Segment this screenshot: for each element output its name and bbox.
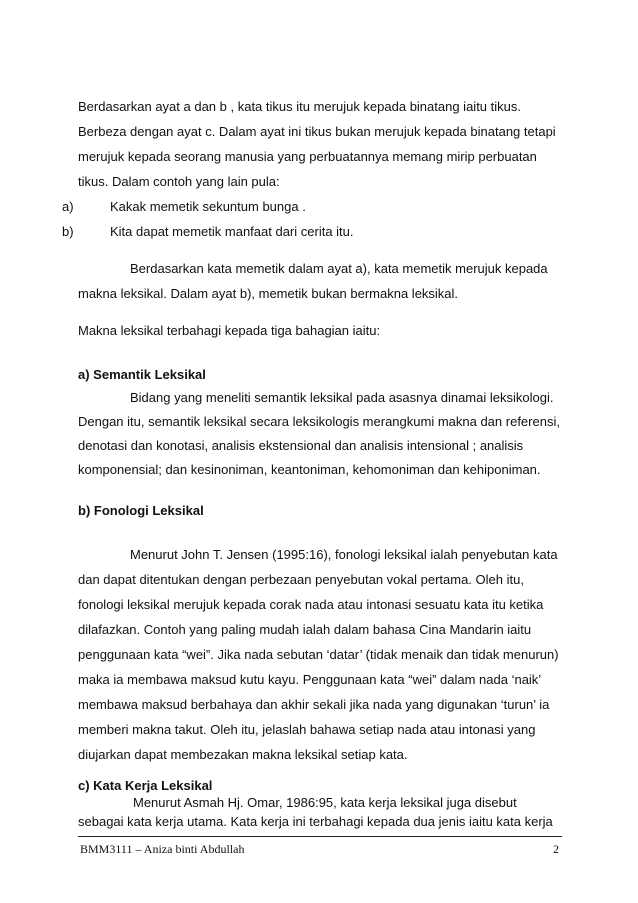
section-heading-kata-kerja: c) Kata Kerja Leksikal: [78, 778, 213, 793]
paragraph-5-line: memberi makna takut. Oleh itu, jelaslah bahawa setiap nada atau intonasi yang: [78, 722, 536, 737]
paragraph-2-line: makna leksikal. Dalam ayat b), memetik bukan bermakna leksikal.: [78, 286, 459, 301]
paragraph-4-line: denotasi dan konotasi, analisis ekstensional dan analisis intensional ; analisis: [78, 438, 524, 453]
section-heading-fonologi: b) Fonologi Leksikal: [78, 503, 204, 518]
paragraph-4-line: komponensial; dan kesinoniman, keantoniman, kehomoniman dan kehiponiman.: [78, 462, 541, 477]
paragraph-5-line: membawa maksud berbahaya dan akhir sekali jika nada yang digunakan ‘turun’ ia: [78, 697, 550, 712]
paragraph-4-line: Dengan itu, semantik leksikal secara leksikologis merangkumi makna dan referensi,: [78, 414, 560, 429]
example-marker: a): [62, 199, 74, 214]
paragraph-1-line: Berbeza dengan ayat c. Dalam ayat ini tikus bukan merujuk kepada binatang tetapi: [78, 124, 556, 139]
paragraph-5-line: dilafazkan. Contoh yang paling mudah ialah dalam bahasa Cina Mandarin iaitu: [78, 622, 532, 637]
paragraph-6-line: sebagai kata kerja utama. Kata kerja ini terbahagi kepada dua jenis iaitu kata kerja: [78, 814, 553, 829]
paragraph-1-line: Berdasarkan ayat a dan b , kata tikus itu merujuk kepada binatang iaitu tikus.: [78, 99, 521, 114]
paragraph-1-line: tikus. Dalam contoh yang lain pula:: [78, 174, 280, 189]
paragraph-6-line: Menurut Asmah Hj. Omar, 1986:95, kata kerja leksikal juga disebut: [133, 795, 517, 810]
paragraph-5-line: maka ia membawa maksud kutu kayu. Penggunaan kata “wei” dalam nada ‘naik’: [78, 672, 542, 687]
paragraph-1-line: merujuk kepada seorang manusia yang perbuatannya memang mirip perbuatan: [78, 149, 537, 164]
paragraph-5-line: fonologi leksikal merujuk kepada corak nada atau intonasi sesuatu kata itu ketika: [78, 597, 544, 612]
paragraph-2-line: Berdasarkan kata memetik dalam ayat a), kata memetik merujuk kepada: [130, 261, 548, 276]
paragraph-3: Makna leksikal terbahagi kepada tiga bahagian iaitu:: [78, 323, 381, 338]
section-heading-semantik: a) Semantik Leksikal: [78, 367, 206, 382]
paragraph-4-line: Bidang yang meneliti semantik leksikal pada asasnya dinamai leksikologi.: [130, 390, 554, 405]
footer-rule: [78, 836, 562, 837]
paragraph-5-line: Menurut John T. Jensen (1995:16), fonologi leksikal ialah penyebutan kata: [130, 547, 558, 562]
paragraph-5-line: penggunaan kata “wei”. Jika nada sebutan ‘datar’ (tidak menaik dan tidak menurun): [78, 647, 559, 662]
footer-course-author: BMM3111 – Aniza binti Abdullah: [80, 842, 245, 856]
footer-page-number: 2: [553, 842, 559, 856]
paragraph-5-line: diujarkan dapat membezakan makna leksikal setiap kata.: [78, 747, 408, 762]
example-text: Kita dapat memetik manfaat dari cerita itu.: [110, 224, 354, 239]
example-text: Kakak memetik sekuntum bunga .: [110, 199, 306, 214]
example-marker: b): [62, 224, 74, 239]
paragraph-5-line: dan dapat ditentukan dengan perbezaan penyebutan vokal pertama. Oleh itu,: [78, 572, 524, 587]
